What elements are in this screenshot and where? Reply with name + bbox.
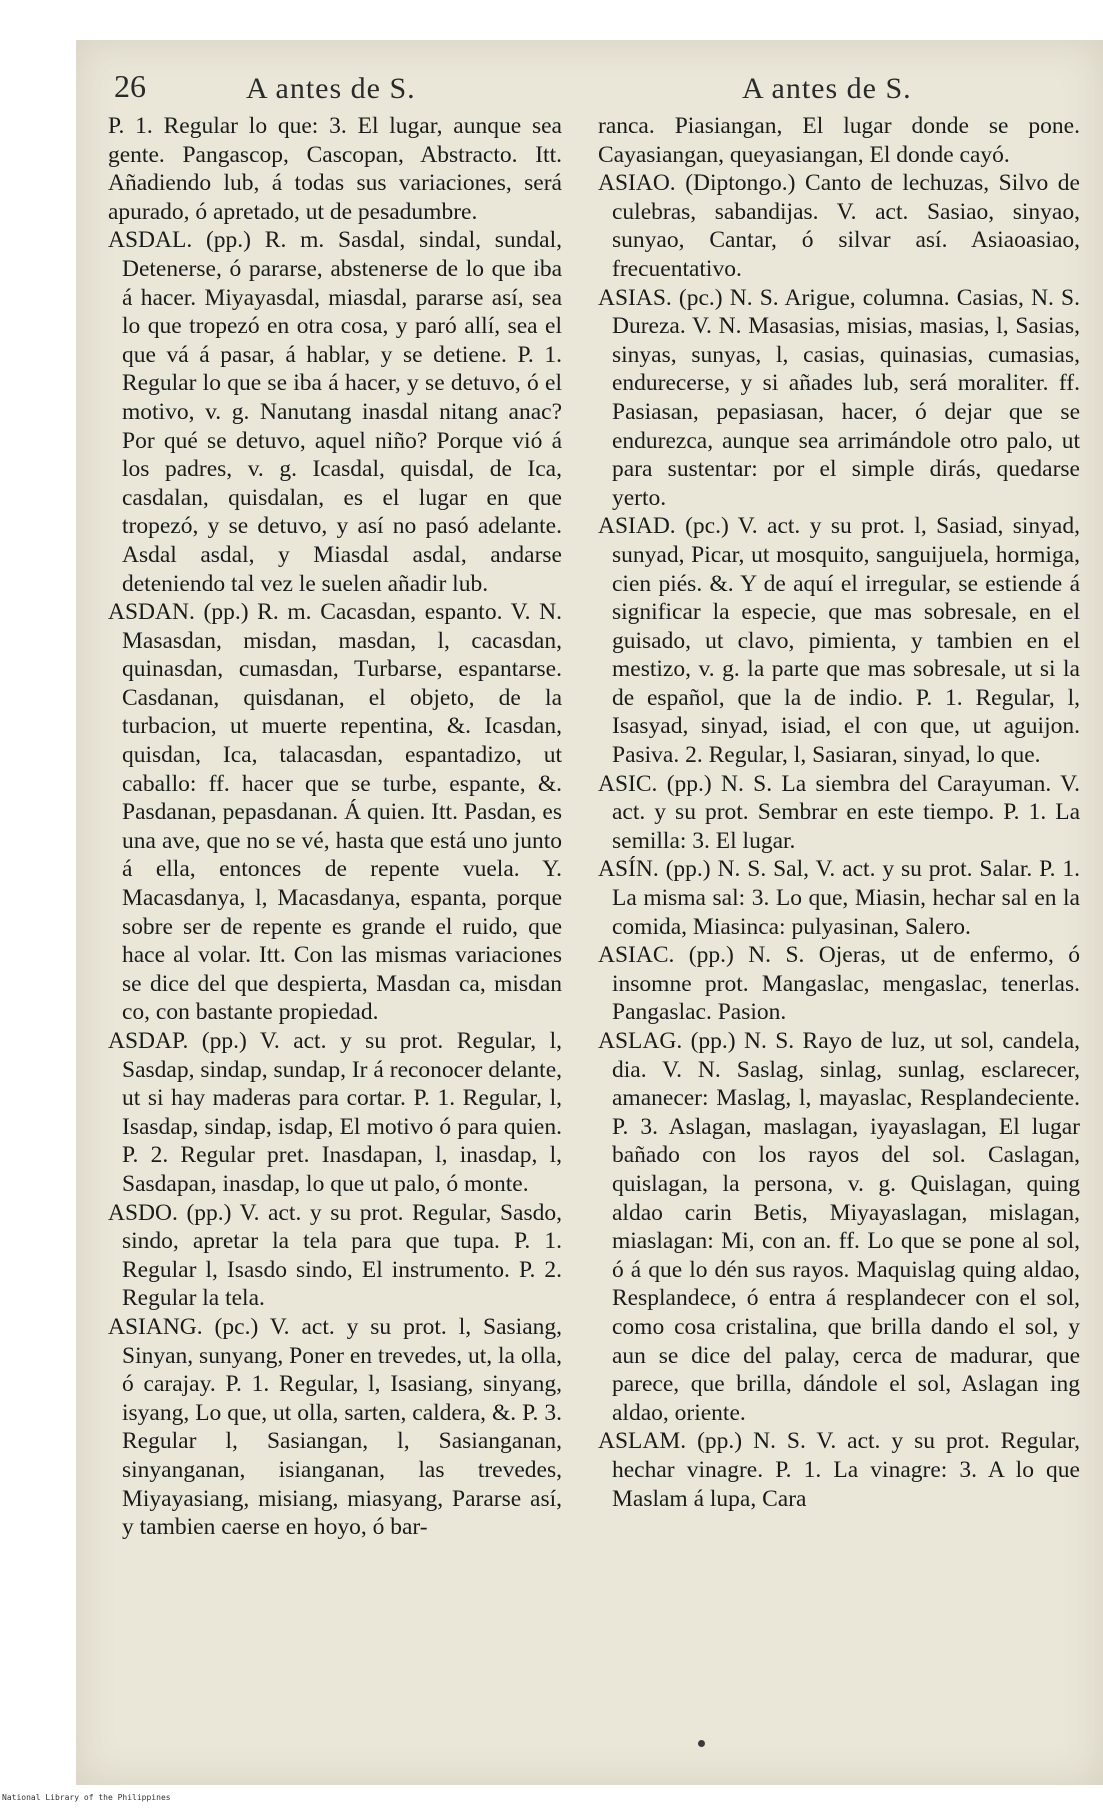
right-column (598, 112, 1080, 1513)
dictionary-entry: ASÍN. (pp.) N. S. Sal, V. act. y su prot. Salar. P. 1. La misma sal: 3. Lo que, Miasin, hechar sal en la comida, Miasinca: pulyasinan, Salero. (598, 856, 1080, 940)
dictionary-entry: ASDAN. (pp.) R. m. Cacasdan, espanto. V. N. Masasdan, misdan, masdan, l, cacasdan, quinasdan, cumasdan, Turbarse, espantarse. Casdanan, quisdanan, el objeto, de la turbacion, ut muerte repentina, &. Icasdan, quisdan, Ica, talacasdan, espantadizo, ut caballo: ff. hacer que se turbe, espante, &. Pasdanan, pepasdanan. Á quien. Itt. Pasdan, es una ave, que no se vé, hasta que está uno junto á ella, entonces de repente vuela. Y. Macasdanya, l, Macasdanya, espanta, porque sobre ser de repente es grande el ruido, que hace al volar. Itt. Con las mismas variaciones se dice del que despierta, Masdan ca, misdan co, con bastante propiedad. (108, 599, 562, 1026)
running-head-left: A antes de S. (246, 72, 416, 105)
dictionary-entry: ASDAP. (pp.) V. act. y su prot. Regular, l, Sasdap, sindap, sundap, Ir á reconocer delante, ut si hay maderas para cortar. P. 1. Regular, l, Isasdap, sindap, isdap, El motivo ó para quien. P. 2. Regular pret. Inasdapan, l, inasdap, l, Sasdapan, inasdap, lo que ut palo, ó monte. (108, 1028, 562, 1197)
dictionary-entry: ASLAM. (pp.) N. S. V. act. y su prot. Regular, hechar vinagre. P. 1. La vinagre: 3. A lo que Maslam á lupa, Cara (598, 1428, 1080, 1512)
book-page (76, 40, 1103, 1785)
dictionary-entry: ASIC. (pp.) N. S. La siembra del Carayuman. V. act. y su prot. Sembrar en este tiempo. P. 1. La semilla: 3. El lugar. (598, 770, 1080, 854)
dictionary-entry: P. 1. Regular lo que: 3. El lugar, aunque sea gente. Pangascop, Cascopan, Abstracto. Itt. Añadiendo lub, á todas sus variaciones, será apurado, ó apretado, ut de pesadumbre. (108, 113, 562, 225)
dictionary-entry: ASDAL. (pp.) R. m. Sasdal, sindal, sundal, Detenerse, ó pararse, abstenerse de lo que iba á hacer. Miyayasdal, miasdal, pararse así, sea lo que tropezó en otra cosa, y paró allí, sea el que vá á pasar, á hablar, y se detiene. P. 1. Regular lo que se iba á hacer, y se detuvo, ó el motivo, v. g. Nanutang inasdal nitang anac? Por qué se detuvo, aquel niño? Porque vió á los padres, v. g. Icasdal, quisdal, de Ica, casdalan, quisdalan, es el lugar en que tropezó, y se detuvo, y así no pasó adelante. Asdal asdal, y Miasdal asdal, andarse deteniendo tal vez le suelen añadir lub. (108, 227, 562, 597)
dictionary-entry: ASDO. (pp.) V. act. y su prot. Regular, Sasdo, sindo, apretar la tela para que tupa. P. 1. Regular l, Isasdo sindo, El instrumento. P. 2. Regular la tela. (108, 1199, 562, 1312)
ink-dot (698, 1740, 705, 1747)
dictionary-entry: ASIAS. (pc.) N. S. Arigue, columna. Casias, N. S. Dureza. V. N. Masasias, misias, masias, l, Sasias, sinyas, sunyas, l, casias, quinasias, cumasias, endurecerse, y si añades lub, será moraliter. ff. Pasiasan, pepasiasan, hacer, ó dejar que se endurezca, aunque sea arrimándole otro palo, ut para sustentar: por el simple dirás, quedarse yerto. (598, 284, 1080, 511)
dictionary-entry: ranca. Piasiangan, El lugar donde se pone. Cayasiangan, queyasiangan, El donde cayó. (598, 113, 1080, 168)
dictionary-entry: ASIAD. (pc.) V. act. y su prot. l, Sasiad, sinyad, sunyad, Picar, ut mosquito, sanguijuela, hormiga, cien piés. &. Y de aquí el irregular, se estiende á significar la especie, que mas sobresale, en el guisado, ut clavo, pimienta, y tambien en el mestizo, v. g. la parte que mas sobresale, ut si la de español, que la de indio. P. 1. Regular, l, Isasyad, sinyad, isiad, el con que, ut aguijon. Pasiva. 2. Regular, l, Sasiaran, sinyad, lo que. (598, 513, 1080, 769)
dictionary-entry: ASIAC. (pp.) N. S. Ojeras, ut de enfermo, ó insomne prot. Mangaslac, mengaslac, tenerlas. Pangaslac. Pasion. (598, 942, 1080, 1026)
running-head-right: A antes de S. (742, 72, 912, 105)
dictionary-entry: ASLAG. (pp.) N. S. Rayo de luz, ut sol, candela, dia. V. N. Saslag, sinlag, sunlag, esclarecer, amanecer: Maslag, l, mayaslac, Resplandeciente. P. 3. Aslagan, maslagan, iyayaslagan, El lugar bañado con los rayos del sol. Caslagan, quislagan, la persona, v. g. Quislagan, quing aldao carin Betis, Miyayaslagan, mislagan, miaslagan: Mi, con an. ff. Lo que se pone al sol, ó á que lo dén sus rayos. Maquislag quing aldao, Resplandece, ó entra á resplandecer con el sol, como cosa cristalina, que brilla dando el sol, y aun se dice del palay, cerca de madurar, que parece, que brilla, dándole el sol, Aslagan ing aldao, oriente. (598, 1028, 1080, 1426)
dictionary-entry: ASIANG. (pc.) V. act. y su prot. l, Sasiang, Sinyan, sunyang, Poner en trevedes, ut, la olla, ó carajay. P. 1. Regular, l, Isasiang, sinyang, isyang, Lo que, ut olla, sarten, caldera, &. P. 3. Regular l, Sasiangan, l, Sasianganan, sinyanganan, isianganan, las trevedes, Miyayasiang, misiang, miasyang, Pararse así, y tambien caerse en hoyo, ó bar- (108, 1313, 562, 1541)
library-footer: National Library of the Philippines (2, 1793, 171, 1802)
left-column (108, 112, 562, 1542)
page-number: 26 (114, 68, 146, 104)
dictionary-entry: ASIAO. (Diptongo.) Canto de lechuzas, Silvo de culebras, sabandijas. V. act. Sasiao, sinyao, sunyao, Cantar, ó silvar así. Asiaoasiao, frecuentativo. (598, 170, 1080, 282)
